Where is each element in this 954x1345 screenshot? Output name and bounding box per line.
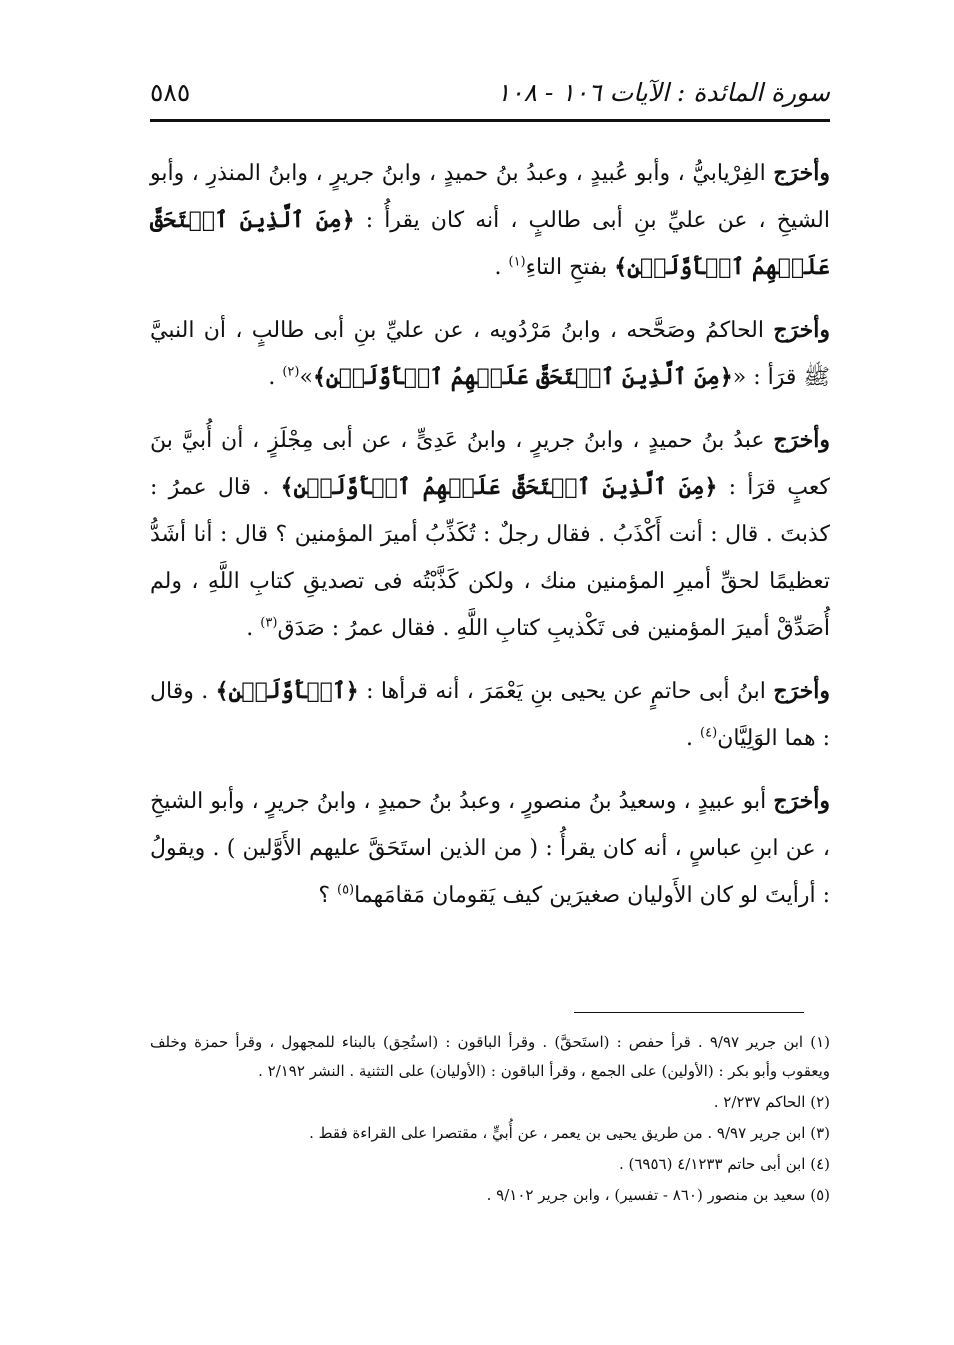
- paragraph-2: [150, 307, 830, 401]
- footnote-ref: (٤): [700, 725, 718, 741]
- paragraph-5: [150, 778, 830, 919]
- paragraph-1: [150, 150, 830, 291]
- paragraph-text: الفِرْيابيُّ ، وأبو عُبيدٍ ، وعبدُ بنُ حميدٍ ، وابنُ جريرٍ ، وابنُ المنذرِ ، وأبو الشيخِ ، عن عليِّ بنِ أبى طالبٍ ، أنه كان يقرأُ :: [150, 161, 830, 233]
- footnote-5: (٥) سعيد بن منصور (٨٦٠ - تفسير) ، وابن جرير ٩/١٠٢ .: [486, 1186, 830, 1204]
- paragraph-lead: وأخرَج: [773, 317, 830, 343]
- paragraph-lead: وأخرَج: [773, 788, 830, 814]
- footnote-ref: (٣): [260, 615, 278, 631]
- quran-quote: ﴿مِنَ ٱلَّذِينَ ٱسۡتَحَقَّ عَلَيۡهِمُ ٱلۡأَوَّلَيۡنِ﴾: [150, 207, 830, 280]
- paragraph-text: . وقال : هما الوَلِيَّان: [150, 679, 830, 751]
- footnote-ref: (٥): [336, 882, 355, 898]
- paragraph-text: . قال عمرُ : كذبتَ . قال : أنت أَكْذَبُ . فقال رجلٌ : تُكَذِّبُ أميرَ المؤمنين ؟ قال : أنا أشَدُّ تعظيمًا لحقِّ أميرِ المؤمنين منك ، ولكن كَذَّبْتُه فى تصديقِ كتابِ اللَّهِ ، ولم أُصَدِّقْ أميرَ المؤمنين فى تَكْذيبِ كتابِ اللَّهِ . فقال عمرُ : صَدَق: [150, 475, 830, 641]
- quran-quote: ﴿مِنَ ٱلَّذِينَ ٱسۡتَحَقَّ عَلَيۡهِمُ ٱلۡأَوَّلَيۡنِ﴾: [280, 474, 718, 500]
- footnote-rule: [574, 1012, 804, 1013]
- footnotes: [150, 1028, 830, 1212]
- paragraph-text: ؟: [318, 883, 337, 908]
- page-number: ٥٨٥: [150, 78, 191, 107]
- paragraph-text: »: [299, 365, 313, 390]
- quran-quote: ﴿ٱلۡأَوَّلَيۡنِ﴾: [215, 678, 359, 704]
- footnote-3: (٣) ابن جرير ٩/٩٧ . من طريق يحيى بن يعمر ، عن أُبيٍّ ، مقتصرا على القراءة فقط .: [309, 1124, 830, 1142]
- paragraph-text: .: [268, 365, 283, 390]
- paragraph-text: أبو عبيدٍ ، وسعيدُ بنُ منصورٍ ، وعبدُ بنُ حميدٍ ، وابنُ جريرٍ ، وأبو الشيخِ ، عن ابنِ عباسٍ ، أنه كان يقرأُ : ( من الذين استَحَقَّ عليهم الأَوَّلين ) . ويقولُ : أرأيتَ لو كان الأَوليان صغيرَين كيف يَقومان مَقامَهما: [150, 789, 830, 908]
- footnote-1: (١) ابن جرير ٩/٩٧ . قرأ حفص : (استَحقَّ) . وقرأ الباقون : (استُحِق) بالبناء للمجهول ، وقرأ حمزة وخلف ويعقوب وأبو بكر : (الأولين) على الجمع ، وقرأ الباقون : (الأوليان) على التثنية . النشر ٢/١٩٢ .: [150, 1033, 830, 1080]
- paragraph-lead: وأخرَج: [773, 427, 830, 453]
- paragraph-text: .: [246, 616, 261, 641]
- paragraph-text: ابنُ أبى حاتمٍ عن يحيى بنِ يَعْمَرَ ، أنه قرأها :: [358, 679, 774, 704]
- page-header: [150, 72, 830, 116]
- paragraph-text: بفتحِ التاءِ: [525, 255, 615, 280]
- footnote-2: (٢) الحاكم ٢/٢٣٧ .: [713, 1093, 830, 1111]
- paragraph-3: [150, 417, 830, 652]
- paragraph-text: عبدُ بنُ حميدٍ ، وابنُ جريرٍ ، وابنُ عَدِىٍّ ، عن أبى مِجْلَزٍ ، أن أُبيَّ بنَ كعبٍ قرَأ :: [150, 428, 830, 500]
- paragraph-4: [150, 668, 830, 762]
- paragraph-text: الحاكمُ وصَحَّحه ، وابنُ مَرْدُويه ، عن عليِّ بنِ أبى طالبٍ ، أن النبيَّ ﷺ قرَأ : «: [150, 318, 830, 390]
- header-rule: [150, 119, 830, 122]
- running-title: سورة المائدة : الآيات ١٠٦ - ١٠٨: [496, 78, 830, 107]
- paragraph-lead: وأخرَج: [773, 160, 830, 186]
- paragraph-text: .: [494, 255, 509, 280]
- footnote-ref: (١): [508, 254, 526, 270]
- quran-quote: ﴿مِنَ ٱلَّذِينَ ٱسۡتَحَقَّ عَلَيۡهِمُ ٱلۡأَوَّلَيۡنِ﴾: [312, 364, 733, 390]
- main-text: [150, 150, 830, 935]
- footnote-4: (٤) ابن أبى حاتم ٤/١٢٣٣ (٦٩٥٦) .: [618, 1155, 830, 1173]
- paragraph-text: .: [686, 726, 701, 751]
- footnote-ref: (٢): [282, 364, 300, 380]
- paragraph-lead: وأخرَج: [773, 678, 831, 704]
